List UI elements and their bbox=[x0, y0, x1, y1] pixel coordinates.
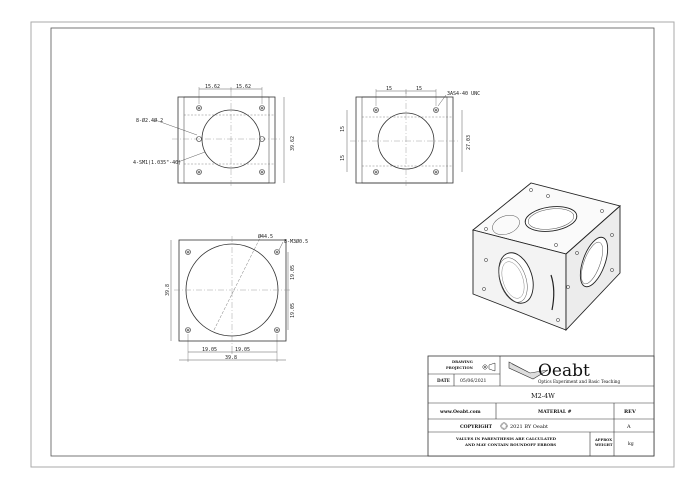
top-note-hole: 8-M3Ø0.5 bbox=[284, 239, 309, 245]
side-dim-v2: 15 bbox=[340, 154, 346, 161]
rev-label: REV bbox=[624, 409, 636, 415]
date-value: 05/06/2021 bbox=[460, 379, 487, 384]
note-line-1: VALUES IN PARENTHESIS ARE CALCULATED bbox=[456, 436, 556, 441]
material-label: MATERIAL # bbox=[538, 410, 572, 415]
top-dim-h2: 19.05 bbox=[235, 347, 251, 353]
side-note-thread: 3AS4-40 UNC bbox=[447, 91, 481, 97]
weight-label: APPROX WEIGHT bbox=[595, 438, 613, 447]
logo-text: Oeabt bbox=[538, 361, 590, 381]
top-dim-h-total: 39.8 bbox=[225, 355, 238, 361]
title-block bbox=[428, 356, 654, 456]
side-dim-h2: 15 bbox=[416, 86, 423, 92]
side-dim-v3: 27.03 bbox=[466, 134, 472, 150]
front-dim-h2: 15.62 bbox=[236, 84, 252, 90]
top-dim-h1: 19.05 bbox=[202, 347, 218, 353]
copyright-text: 2021 BY Oeabt bbox=[510, 424, 549, 430]
date-label: DATE bbox=[437, 378, 450, 383]
front-note-thread: 4-SM1(1.035"-40) bbox=[133, 160, 182, 166]
top-dim-v2: 19.05 bbox=[290, 302, 296, 318]
top-dim-v1: 19.05 bbox=[290, 264, 296, 280]
front-dim-h1: 15.62 bbox=[205, 84, 221, 90]
logo-tagline: Optics Experiment and Basic Teaching bbox=[538, 379, 621, 384]
top-dim-v-total: 39.8 bbox=[165, 283, 171, 296]
front-note-hole: 8-Ø2.4Ø 2 bbox=[136, 118, 164, 124]
weight-unit: kg bbox=[628, 442, 634, 447]
side-dim-h1: 15 bbox=[386, 86, 393, 92]
note-line-2: AND MAY CONTAIN ROUNDOFF ERRORS bbox=[465, 442, 557, 447]
top-note-dia: Ø44.5 bbox=[258, 234, 274, 240]
projection-label: DRAWING PROJECTION bbox=[446, 360, 473, 370]
copyright-label: COPYRIGHT bbox=[460, 425, 493, 430]
side-dim-v1: 15 bbox=[340, 125, 346, 132]
rev-value: A bbox=[627, 424, 631, 430]
website: www.Oeabt.com bbox=[440, 410, 481, 415]
part-name: M2-4W bbox=[531, 392, 555, 400]
front-dim-v: 39.62 bbox=[290, 135, 296, 151]
